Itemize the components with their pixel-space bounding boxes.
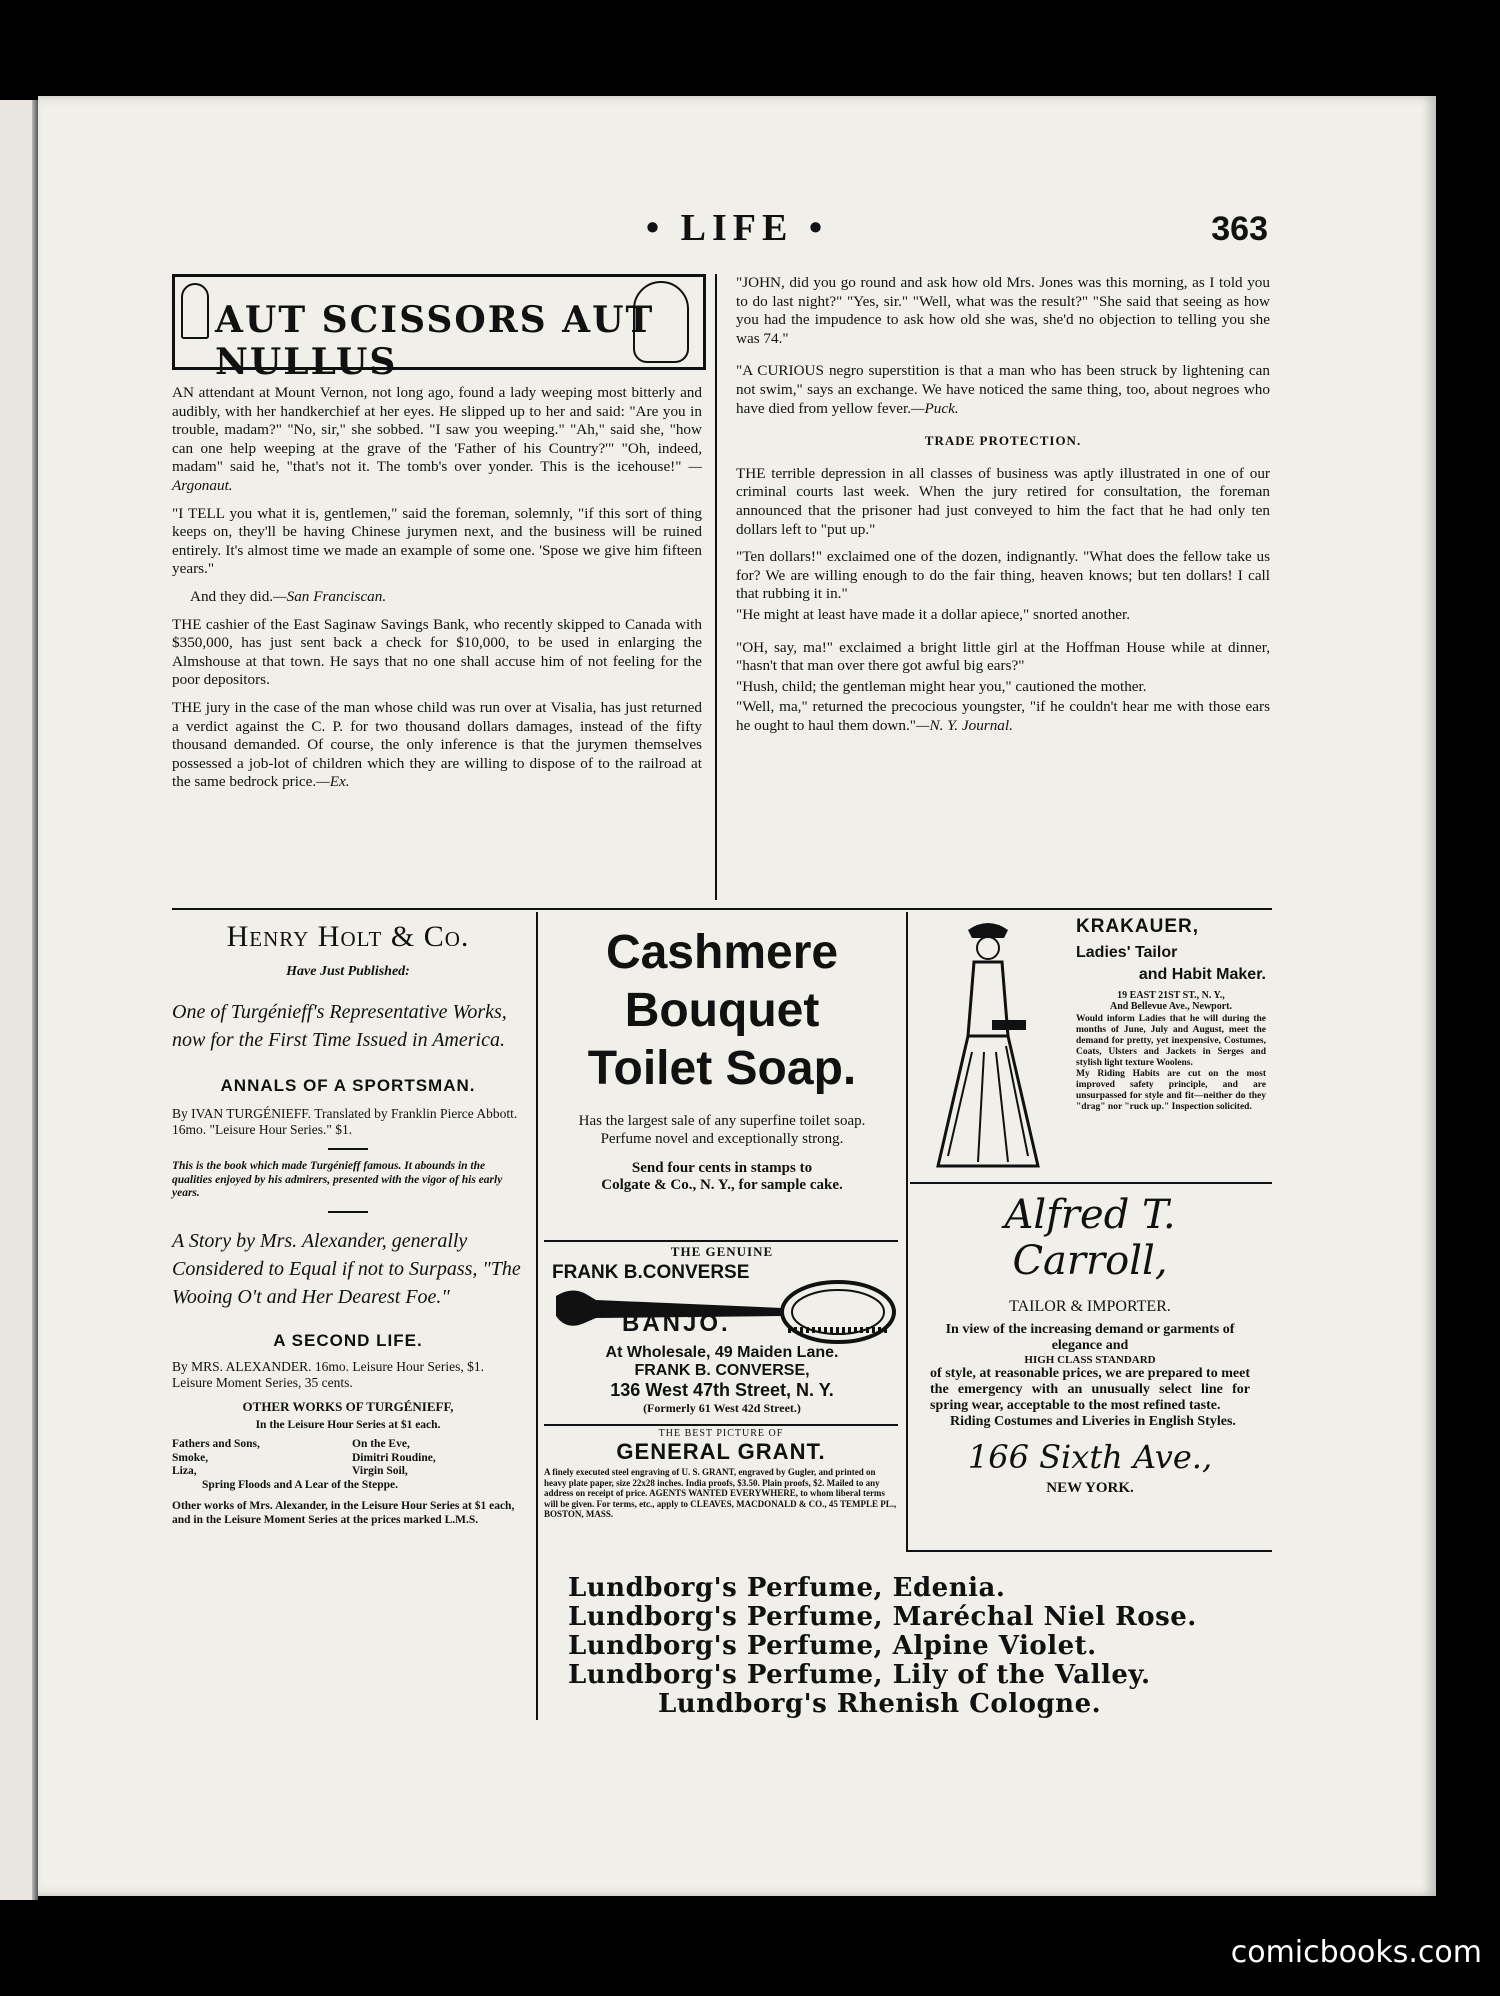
- carroll-ad: [930, 1192, 1250, 1497]
- holt-subtitle: Have Just Published:: [286, 964, 410, 979]
- carroll-city: NEW YORK.: [1046, 1480, 1134, 1496]
- bleed-through: [478, 106, 502, 217]
- krakauer-bottom-rule: [910, 1182, 1272, 1184]
- krakauer-ad: [912, 912, 1272, 1176]
- column-heading-illustration: [172, 274, 706, 383]
- carroll-address: 166 Sixth Ave.,: [967, 1438, 1213, 1476]
- lundborg-line: Lundborg's Perfume, Alpine Violet.: [568, 1631, 1097, 1661]
- short-rule: [328, 1148, 368, 1150]
- cashmere-line-3: Toilet Soap.: [587, 1042, 857, 1095]
- book1-note: This is the book which made Turgénieff famous. It abounds in the qualities enjoyed by his admirers, presented with the vigor of his early years.: [172, 1160, 503, 1199]
- lady-figure-illustration: [928, 916, 1048, 1178]
- banjo-line-1: At Wholesale, 49 Maiden Lane.: [605, 1344, 839, 1361]
- other-works-subheading: In the Leisure Hour Series at $1 each.: [255, 1418, 441, 1431]
- ornament-icon: [181, 283, 209, 339]
- lundborg-line: Lundborg's Perfume, Edenia.: [568, 1573, 1006, 1603]
- column-divider: [715, 274, 717, 900]
- carroll-name: Alfred T. Carroll,: [1004, 1192, 1176, 1284]
- banjo-genuine: THE GENUINE: [670, 1244, 774, 1259]
- right-article-column: [736, 274, 1270, 744]
- works-item: Liza,: [172, 1465, 197, 1477]
- krakauer-line-2: and Habit Maker.: [1138, 966, 1266, 983]
- page-number: 363: [1211, 210, 1268, 248]
- works-item: Dimitri Roudine,: [352, 1451, 436, 1464]
- anecdote-foreman-end: And they did.—San Franciscan.: [190, 587, 387, 605]
- banjo-line-3: 136 West 47th Street, N. Y.: [610, 1380, 834, 1400]
- krakauer-address-2: And Bellevue Ave., Newport.: [1109, 1001, 1233, 1012]
- lundborg-line: Lundborg's Perfume, Lily of the Valley.: [568, 1660, 1151, 1690]
- holt-title: Henry Holt & Co.: [226, 920, 470, 953]
- book2-description: By MRS. ALEXANDER. 16mo. Leisure Hour Series, $1. Leisure Moment Series, 35 cents.: [172, 1358, 484, 1390]
- banjo-product: BANJO.: [622, 1310, 731, 1337]
- anecdote-trade-3: "He might at least have made it a dollar apiece," snorted another.: [736, 605, 1131, 623]
- trade-protection-heading: TRADE PROTECTION.: [924, 433, 1082, 449]
- grant-description: A finely executed steel engraving of U. S. GRANT, engraved by Gugler, and printed on heavy plate paper, size 22x28 inches. India proofs, $3.50. Plain proofs, $2. Mailed to any address on receipt of price. AGENTS WANTED EVERYWHERE, to whom liberal terms will be given. For terms, etc., apply to CLEAVES, MACDONALD & CO., 45 TEMPLE PL., BOSTON, MASS.: [544, 1467, 897, 1519]
- carroll-title: TAILOR & IMPORTER.: [1009, 1298, 1171, 1315]
- holt-intro: One of Turgénieff's Representative Works, now for the First Time Issued in America.: [172, 1001, 507, 1051]
- cashmere-line-2: Bouquet: [624, 984, 820, 1037]
- anecdote-superstition: "A CURIOUS negro superstition is that a man who has been struck by lightening can not swim," says an exchange. We have noticed the same thing, too, about negroes who have died from yellow fever.—Puck.: [736, 362, 1270, 417]
- banjo-line-4: (Formerly 61 West 42d Street.): [643, 1401, 801, 1415]
- works-item: On the Eve,: [352, 1438, 410, 1450]
- anecdote-mrs-jones: "JOHN, did you go round and ask how old Mrs. Jones was this morning, as I told you to do last night?" "Yes, sir." "Well, what was the result?" "She said that seeing as how you had the impudence to ask how old she was, she'd no objection to telling you she was 74.": [736, 274, 1270, 347]
- carroll-body-4: Riding Costumes and Liveries in English Styles.: [950, 1414, 1236, 1429]
- banjo-maker: FRANK B.CONVERSE: [552, 1262, 750, 1283]
- jester-face-icon: [633, 281, 689, 363]
- krakauer-address-1: 19 EAST 21ST ST., N. Y.,: [1117, 990, 1225, 1001]
- works-list: [172, 1438, 524, 1479]
- works-item: Fathers and Sons,: [172, 1438, 260, 1450]
- anecdote-trade-1: THE terrible depression in all classes of business was aptly illustrated in one of our criminal courts last week. When the jury retired for consultation, the foreman announced that the prisoner had just conveyed to him the fact that he had only ten dollars left to "put up.": [736, 464, 1270, 538]
- krakauer-line-1: Ladies' Tailor: [1076, 944, 1178, 961]
- anecdote-hoffman-1: "OH, say, ma!" exclaimed a bright little girl at the Hoffman House while at dinner, "hasn't that man over there got awful big ears?": [736, 638, 1270, 675]
- carroll-body-2: HIGH CLASS STANDARD: [1024, 1354, 1156, 1366]
- watermark: comicbooks.com: [1230, 1935, 1482, 1970]
- works-item-last: Spring Floods and A Lear of the Steppe.: [202, 1478, 398, 1491]
- ad-divider-right: [906, 912, 908, 1552]
- other-works-heading: OTHER WORKS OF TURGÉNIEFF,: [242, 1398, 454, 1414]
- krakauer-body: Would inform Ladies that he will during the months of June, July and August, meet the demand for pretty, yet inexpensive, Costumes, Coats, Ulsters and Jackets in Serges and stylish light texture Woolens.: [1076, 1014, 1266, 1068]
- book-annals-of-a-sportsman: ANNALS OF A SPORTSMAN.: [220, 1076, 476, 1095]
- book1-description: By IVAN TURGÉNIEFF. Translated by Franklin Pierce Abbott. 16mo. "Leisure Hour Series." $1.: [172, 1106, 518, 1137]
- lundborg-top-rule: [908, 1550, 1272, 1552]
- krakauer-name: KRAKAUER,: [1076, 916, 1199, 937]
- anecdote-hoffman-2: "Hush, child; the gentleman might hear you," cautioned the mother.: [736, 677, 1147, 695]
- lundborg-ad: [568, 1574, 1268, 1719]
- grant-title: GENERAL GRANT.: [616, 1439, 826, 1464]
- holt-footer: Other works of Mrs. Alexander, in the Leisure Hour Series at $1 each, and in the Leisure Moment Series at the prices marked L.M.S.: [172, 1500, 515, 1526]
- cashmere-description: Has the largest sale of any superfine toilet soap. Perfume novel and exceptionally strong.: [578, 1113, 866, 1147]
- krakauer-body-2: My Riding Habits are cut on the most improved safety principle, and are unsurpassed for style and fit—neither do they "drag" nor "ruck up." Inspection solicited.: [1076, 1069, 1266, 1112]
- grant-pre: THE BEST PICTURE OF: [658, 1428, 784, 1439]
- works-item: Smoke,: [172, 1451, 209, 1464]
- general-grant-ad: [544, 1428, 898, 1520]
- book-a-second-life: A SECOND LIFE.: [273, 1330, 423, 1350]
- anecdote-cashier: THE cashier of the East Saginaw Savings Bank, who recently skipped to Canada with $350,000, has just sent back a check for $10,000, to be used in enlarging the Almshouse at that town. He says that no one shall accuse him of not feeling for the poor depositors.: [172, 615, 702, 689]
- henry-holt-ad: [172, 920, 524, 1527]
- banjo-line-2: FRANK B. CONVERSE,: [634, 1362, 810, 1379]
- anecdote-trade-2: "Ten dollars!" exclaimed one of the dozen, indignantly. "What does the fellow take us for? We are willing enough to do the fair thing, heaven knows; but ten dollars! I call that rubbing it in.": [736, 548, 1270, 603]
- cashmere-line-1: Cashmere: [605, 926, 839, 979]
- lundborg-line: Lundborg's Rhenish Cologne.: [658, 1689, 1102, 1719]
- column-heading-title: AUT SCISSORS AUT NULLUS: [215, 299, 655, 383]
- lundborg-line: Lundborg's Perfume, Maréchal Niel Rose.: [568, 1602, 1197, 1632]
- left-article-column: [172, 384, 702, 801]
- cashmere-offer-2: Colgate & Co., N. Y., for sample cake.: [601, 1177, 843, 1193]
- carroll-body-1: In view of the increasing demand or garments of elegance and: [945, 1322, 1235, 1353]
- cashmere-bouquet-ad: [542, 924, 902, 1194]
- adjacent-page-edge: [0, 100, 38, 1900]
- carroll-body-3: of style, at reasonable prices, we are prepared to meet the emergency with an unusually select line for spring wear, acceptable to the most refined taste.: [930, 1366, 1250, 1413]
- holt-intro-2: A Story by Mrs. Alexander, generally Considered to Equal if not to Surpass, "The Wooing O't and Her Dearest Foe.": [172, 1229, 521, 1308]
- short-rule: [328, 1211, 368, 1213]
- masthead-title: • LIFE •: [645, 207, 829, 249]
- ad-divider-left: [536, 912, 538, 1720]
- anecdote-hoffman-3: "Well, ma," returned the precocious youngster, "if he couldn't hear me with those ears he ought to haul them down."—N. Y. Journal.: [736, 698, 1270, 734]
- works-item: Virgin Soil,: [352, 1465, 408, 1477]
- anecdote-mount-vernon: AN attendant at Mount Vernon, not long ago, found a lady weeping most bitterly and audibly, with her handkerchief at her eyes. He slipped up to her and said: "Are you in trouble, madam?" "No, sir," she sobbed. "I saw you weeping." "Ah," said she, "how can one help weeping at the grave of the 'Father of his Country?'" "Oh, indeed, madam" said he, "that's not it. The tomb's over yonder. This is the icehouse!" —Argonaut.: [172, 384, 702, 494]
- anecdote-jury: THE jury in the case of the man whose child was run over at Visalia, has just returned a verdict against the C. P. for two thousand dollars damages, instead of the fifty thousand demanded. Of course, the only inference is that the jurymen themselves possessed a job-lot of children which they are willing to dispose of to the railroad at the same bedrock price.—Ex.: [172, 698, 702, 791]
- ads-top-rule: [172, 908, 1272, 910]
- cashmere-offer-1: Send four cents in stamps to: [631, 1160, 813, 1176]
- converse-banjo-ad: [542, 1244, 902, 1416]
- cashmere-bottom-rule: [544, 1240, 898, 1242]
- anecdote-foreman: "I TELL you what it is, gentlemen," said the foreman, solemnly, "if this sort of thing keeps on, they'll be having Chinese jurymen next, and the business will be ruined entirely. It's almost time we made an example of some one. 'Spose we give him fifteen years.": [172, 504, 702, 578]
- banjo-bottom-rule: [544, 1424, 898, 1426]
- banjo-illustration: [542, 1260, 902, 1344]
